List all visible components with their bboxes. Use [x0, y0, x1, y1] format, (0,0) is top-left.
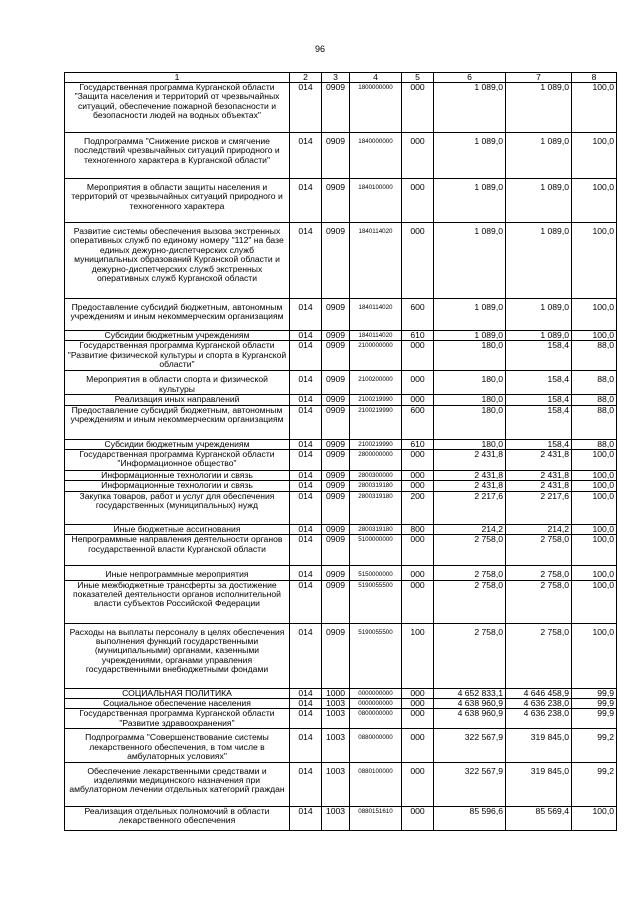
cell-percent: 100,0 [572, 535, 617, 566]
cell-target-code: 1800000000 [350, 83, 402, 133]
cell-ved: 014 [290, 133, 322, 179]
cell-actual: 85 569,4 [506, 806, 572, 830]
cell-expense-type: 000 [402, 179, 434, 223]
cell-target-code: 2100219990 [350, 395, 402, 405]
header-row [65, 73, 617, 83]
cell-actual: 4 636 238,0 [506, 699, 572, 709]
cell-expense-type: 610 [402, 439, 434, 449]
cell-planned: 180,0 [434, 371, 506, 395]
row-name: Подпрограмма "Совершенствование системы лекарственного обеспечения, в том числе в амбулаторных условиях" [65, 729, 290, 762]
table-row [65, 481, 617, 491]
cell-planned: 2 431,8 [434, 471, 506, 481]
cell-actual: 2 431,8 [506, 471, 572, 481]
table-row [65, 491, 617, 524]
cell-expense-type: 000 [402, 83, 434, 133]
cell-percent: 100,0 [572, 450, 617, 471]
cell-target-code: 0880000000 [350, 729, 402, 762]
cell-percent: 99,2 [572, 729, 617, 762]
cell-target-code: 0800000000 [350, 709, 402, 729]
cell-target-code: 2100219990 [350, 405, 402, 439]
cell-target-code: 2100000000 [350, 341, 402, 371]
cell-ved: 014 [290, 223, 322, 299]
table-row [65, 299, 617, 331]
cell-expense-type: 000 [402, 133, 434, 179]
row-name: Субсидии бюджетным учреждениям [65, 331, 290, 341]
cell-actual: 158,4 [506, 405, 572, 439]
cell-expense-type: 000 [402, 699, 434, 709]
cell-target-code: 0880151610 [350, 806, 402, 830]
cell-ved: 014 [290, 331, 322, 341]
cell-section: 0909 [322, 371, 350, 395]
cell-actual: 4 636 238,0 [506, 709, 572, 729]
cell-percent: 100,0 [572, 331, 617, 341]
cell-expense-type: 000 [402, 688, 434, 698]
cell-section: 0909 [322, 179, 350, 223]
cell-planned: 1 089,0 [434, 133, 506, 179]
cell-actual: 2 758,0 [506, 580, 572, 623]
row-name: Информационные технологии и связь [65, 481, 290, 491]
cell-ved: 014 [290, 566, 322, 580]
row-name: Государственная программа Курганской области "Информационное общество" [65, 450, 290, 471]
cell-percent: 99,2 [572, 762, 617, 806]
cell-planned: 322 567,9 [434, 729, 506, 762]
column-number: 5 [402, 73, 434, 83]
cell-ved: 014 [290, 699, 322, 709]
cell-target-code: 5190055500 [350, 623, 402, 688]
column-number: 6 [434, 73, 506, 83]
row-name: Государственная программа Курганской области "Развитие физической культуры и спорта в Курганской области" [65, 341, 290, 371]
cell-section: 0909 [322, 481, 350, 491]
cell-section: 0909 [322, 524, 350, 534]
cell-percent: 100,0 [572, 481, 617, 491]
cell-planned: 2 758,0 [434, 535, 506, 566]
cell-expense-type: 600 [402, 299, 434, 331]
row-name: Социальное обеспечение населения [65, 699, 290, 709]
cell-target-code: 2800319180 [350, 524, 402, 534]
cell-expense-type: 000 [402, 566, 434, 580]
cell-ved: 014 [290, 688, 322, 698]
cell-section: 0909 [322, 566, 350, 580]
cell-section: 0909 [322, 439, 350, 449]
cell-section: 1000 [322, 688, 350, 698]
table-row [65, 331, 617, 341]
cell-planned: 180,0 [434, 341, 506, 371]
cell-expense-type: 000 [402, 762, 434, 806]
cell-ved: 014 [290, 471, 322, 481]
budget-table [64, 72, 617, 831]
cell-ved: 014 [290, 709, 322, 729]
cell-expense-type: 800 [402, 524, 434, 534]
cell-actual: 2 431,8 [506, 450, 572, 471]
row-name: Государственная программа Курганской области "Развитие здравоохранения" [65, 709, 290, 729]
cell-percent: 88,0 [572, 405, 617, 439]
cell-percent: 100,0 [572, 524, 617, 534]
cell-section: 0909 [322, 405, 350, 439]
row-name: Иные межбюджетные трансферты за достижение показателей деятельности органов исполнительной власти субъектов Российской Федерации [65, 580, 290, 623]
cell-percent: 99,9 [572, 688, 617, 698]
cell-target-code: 2800319180 [350, 491, 402, 524]
cell-target-code: 1840000000 [350, 133, 402, 179]
cell-planned: 1 089,0 [434, 179, 506, 223]
cell-planned: 2 758,0 [434, 623, 506, 688]
cell-expense-type: 000 [402, 341, 434, 371]
cell-actual: 1 089,0 [506, 133, 572, 179]
cell-percent: 88,0 [572, 395, 617, 405]
table-row [65, 341, 617, 371]
cell-expense-type: 000 [402, 223, 434, 299]
cell-actual: 1 089,0 [506, 331, 572, 341]
cell-planned: 180,0 [434, 439, 506, 449]
cell-actual: 4 646 458,9 [506, 688, 572, 698]
cell-target-code: 1840114020 [350, 299, 402, 331]
cell-section: 0909 [322, 395, 350, 405]
cell-ved: 014 [290, 299, 322, 331]
table-row [65, 439, 617, 449]
table-row [65, 405, 617, 439]
cell-expense-type: 000 [402, 371, 434, 395]
cell-planned: 180,0 [434, 395, 506, 405]
cell-actual: 2 217,6 [506, 491, 572, 524]
column-number: 4 [350, 73, 402, 83]
cell-percent: 100,0 [572, 223, 617, 299]
cell-actual: 214,2 [506, 524, 572, 534]
cell-target-code: 0000000000 [350, 699, 402, 709]
cell-percent: 88,0 [572, 439, 617, 449]
cell-percent: 100,0 [572, 471, 617, 481]
table-row [65, 699, 617, 709]
table-row [65, 450, 617, 471]
cell-target-code: 5190055500 [350, 580, 402, 623]
table-row [65, 133, 617, 179]
cell-target-code: 2100219990 [350, 439, 402, 449]
cell-planned: 2 431,8 [434, 450, 506, 471]
table-row [65, 762, 617, 806]
table-row [65, 729, 617, 762]
cell-percent: 100,0 [572, 566, 617, 580]
cell-expense-type: 000 [402, 450, 434, 471]
cell-ved: 014 [290, 341, 322, 371]
cell-percent: 100,0 [572, 580, 617, 623]
cell-ved: 014 [290, 580, 322, 623]
cell-actual: 1 089,0 [506, 179, 572, 223]
cell-section: 0909 [322, 299, 350, 331]
cell-section: 1003 [322, 699, 350, 709]
cell-expense-type: 000 [402, 709, 434, 729]
cell-ved: 014 [290, 481, 322, 491]
row-name: Субсидии бюджетным учреждениям [65, 439, 290, 449]
cell-planned: 322 567,9 [434, 762, 506, 806]
cell-actual: 2 758,0 [506, 623, 572, 688]
row-name: Закупка товаров, работ и услуг для обеспечения государственных (муниципальных) нужд [65, 491, 290, 524]
cell-percent: 99,9 [572, 699, 617, 709]
cell-expense-type: 000 [402, 395, 434, 405]
cell-planned: 1 089,0 [434, 299, 506, 331]
cell-planned: 4 652 833,1 [434, 688, 506, 698]
cell-planned: 2 431,8 [434, 481, 506, 491]
cell-ved: 014 [290, 371, 322, 395]
cell-ved: 014 [290, 439, 322, 449]
cell-planned: 4 638 960,9 [434, 709, 506, 729]
table-row [65, 83, 617, 133]
row-name: Предоставление субсидий бюджетным, автономным учреждениям и иным некоммерческим организациям [65, 405, 290, 439]
cell-actual: 158,4 [506, 371, 572, 395]
cell-target-code: 0880100000 [350, 762, 402, 806]
cell-actual: 1 089,0 [506, 83, 572, 133]
cell-actual: 319 845,0 [506, 729, 572, 762]
row-name: Мероприятия в области спорта и физической культуры [65, 371, 290, 395]
column-number: 1 [65, 73, 290, 83]
cell-target-code: 2800300000 [350, 471, 402, 481]
cell-ved: 014 [290, 762, 322, 806]
cell-actual: 1 089,0 [506, 223, 572, 299]
cell-target-code: 2800319180 [350, 481, 402, 491]
cell-section: 0909 [322, 341, 350, 371]
row-name: Реализация иных направлений [65, 395, 290, 405]
cell-expense-type: 610 [402, 331, 434, 341]
cell-percent: 88,0 [572, 341, 617, 371]
cell-section: 0909 [322, 133, 350, 179]
cell-percent: 100,0 [572, 299, 617, 331]
cell-planned: 180,0 [434, 405, 506, 439]
column-number: 8 [572, 73, 617, 83]
cell-section: 0909 [322, 471, 350, 481]
table-row [65, 524, 617, 534]
column-number: 2 [290, 73, 322, 83]
cell-ved: 014 [290, 405, 322, 439]
cell-planned: 2 758,0 [434, 580, 506, 623]
table-row [65, 179, 617, 223]
cell-planned: 214,2 [434, 524, 506, 534]
cell-percent: 100,0 [572, 83, 617, 133]
cell-actual: 1 089,0 [506, 299, 572, 331]
table-row [65, 535, 617, 566]
cell-planned: 2 217,6 [434, 491, 506, 524]
column-number: 7 [506, 73, 572, 83]
row-name: Государственная программа Курганской области "Защита населения и территорий от чрезвычайных ситуаций, обеспечение пожарной безопасности и безопасности людей на водных объектах" [65, 83, 290, 133]
cell-planned: 85 596,6 [434, 806, 506, 830]
cell-section: 1003 [322, 709, 350, 729]
cell-expense-type: 000 [402, 580, 434, 623]
cell-actual: 158,4 [506, 439, 572, 449]
cell-section: 0909 [322, 83, 350, 133]
cell-ved: 014 [290, 623, 322, 688]
cell-expense-type: 000 [402, 535, 434, 566]
cell-ved: 014 [290, 524, 322, 534]
cell-ved: 014 [290, 806, 322, 830]
cell-ved: 014 [290, 395, 322, 405]
table-row [65, 566, 617, 580]
cell-ved: 014 [290, 535, 322, 566]
cell-section: 0909 [322, 491, 350, 524]
table-row [65, 688, 617, 698]
cell-expense-type: 000 [402, 471, 434, 481]
cell-percent: 100,0 [572, 179, 617, 223]
cell-percent: 100,0 [572, 806, 617, 830]
cell-ved: 014 [290, 491, 322, 524]
cell-planned: 2 758,0 [434, 566, 506, 580]
cell-section: 1003 [322, 806, 350, 830]
row-name: Непрограммные направления деятельности органов государственной власти Курганской области [65, 535, 290, 566]
cell-planned: 4 638 960,9 [434, 699, 506, 709]
cell-section: 0909 [322, 580, 350, 623]
cell-section: 0909 [322, 223, 350, 299]
cell-expense-type: 000 [402, 481, 434, 491]
cell-section: 1003 [322, 729, 350, 762]
cell-percent: 100,0 [572, 623, 617, 688]
row-name: Иные бюджетные ассигнования [65, 524, 290, 534]
row-name: Обеспечение лекарственными средствами и изделиями медицинского назначения при амбулаторном лечении отдельных категорий граждан [65, 762, 290, 806]
row-name: СОЦИАЛЬНАЯ ПОЛИТИКА [65, 688, 290, 698]
cell-expense-type: 200 [402, 491, 434, 524]
cell-target-code: 2100200000 [350, 371, 402, 395]
cell-target-code: 1840114020 [350, 331, 402, 341]
cell-actual: 2 431,8 [506, 481, 572, 491]
cell-actual: 2 758,0 [506, 566, 572, 580]
cell-percent: 100,0 [572, 133, 617, 179]
row-name: Информационные технологии и связь [65, 471, 290, 481]
cell-planned: 1 089,0 [434, 83, 506, 133]
cell-section: 0909 [322, 535, 350, 566]
page-number: 96 [314, 44, 325, 54]
cell-target-code: 5150000000 [350, 566, 402, 580]
table-row [65, 371, 617, 395]
cell-section: 0909 [322, 331, 350, 341]
cell-ved: 014 [290, 83, 322, 133]
table-row [65, 471, 617, 481]
cell-actual: 2 758,0 [506, 535, 572, 566]
table-row [65, 623, 617, 688]
cell-expense-type: 600 [402, 405, 434, 439]
cell-expense-type: 000 [402, 729, 434, 762]
cell-target-code: 5100000000 [350, 535, 402, 566]
row-name: Реализация отдельных полномочий в области лекарственного обеспечения [65, 806, 290, 830]
cell-expense-type: 000 [402, 806, 434, 830]
column-number: 3 [322, 73, 350, 83]
cell-planned: 1 089,0 [434, 223, 506, 299]
cell-percent: 88,0 [572, 371, 617, 395]
row-name: Иные непрограммные мероприятия [65, 566, 290, 580]
cell-target-code: 2800000000 [350, 450, 402, 471]
cell-target-code: 0000000000 [350, 688, 402, 698]
cell-ved: 014 [290, 179, 322, 223]
cell-planned: 1 089,0 [434, 331, 506, 341]
row-name: Расходы на выплаты персоналу в целях обеспечения выполнения функций государственными (муниципальными) органами, казенными учреждениями, органами управления государственными внебюджетными фондами [65, 623, 290, 688]
row-name: Предоставление субсидий бюджетным, автономным учреждениям и иным некоммерческим организациям [65, 299, 290, 331]
cell-target-code: 1840100000 [350, 179, 402, 223]
table-row [65, 806, 617, 830]
cell-percent: 100,0 [572, 491, 617, 524]
cell-expense-type: 100 [402, 623, 434, 688]
cell-section: 1003 [322, 762, 350, 806]
cell-section: 0909 [322, 623, 350, 688]
cell-actual: 158,4 [506, 395, 572, 405]
table-row [65, 395, 617, 405]
table-row [65, 709, 617, 729]
row-name: Подпрограмма "Снижение рисков и смягчение последствий чрезвычайных ситуаций природного и техногенного характера в Курганской области" [65, 133, 290, 179]
table-row [65, 223, 617, 299]
cell-target-code: 1840114020 [350, 223, 402, 299]
cell-actual: 158,4 [506, 341, 572, 371]
cell-section: 0909 [322, 450, 350, 471]
cell-ved: 014 [290, 450, 322, 471]
cell-actual: 319 845,0 [506, 762, 572, 806]
row-name: Развитие системы обеспечения вызова экстренных оперативных служб по единому номеру "112" на базе единых дежурно-диспетчерских служб муниципальных образований Курганской области и дежурно-диспетчерских служб экстренных оперативных служб Курганской области [65, 223, 290, 299]
table-row [65, 580, 617, 623]
cell-ved: 014 [290, 729, 322, 762]
row-name: Мероприятия в области защиты населения и территорий от чрезвычайных ситуаций природного и техногенного характера [65, 179, 290, 223]
cell-percent: 99,9 [572, 709, 617, 729]
